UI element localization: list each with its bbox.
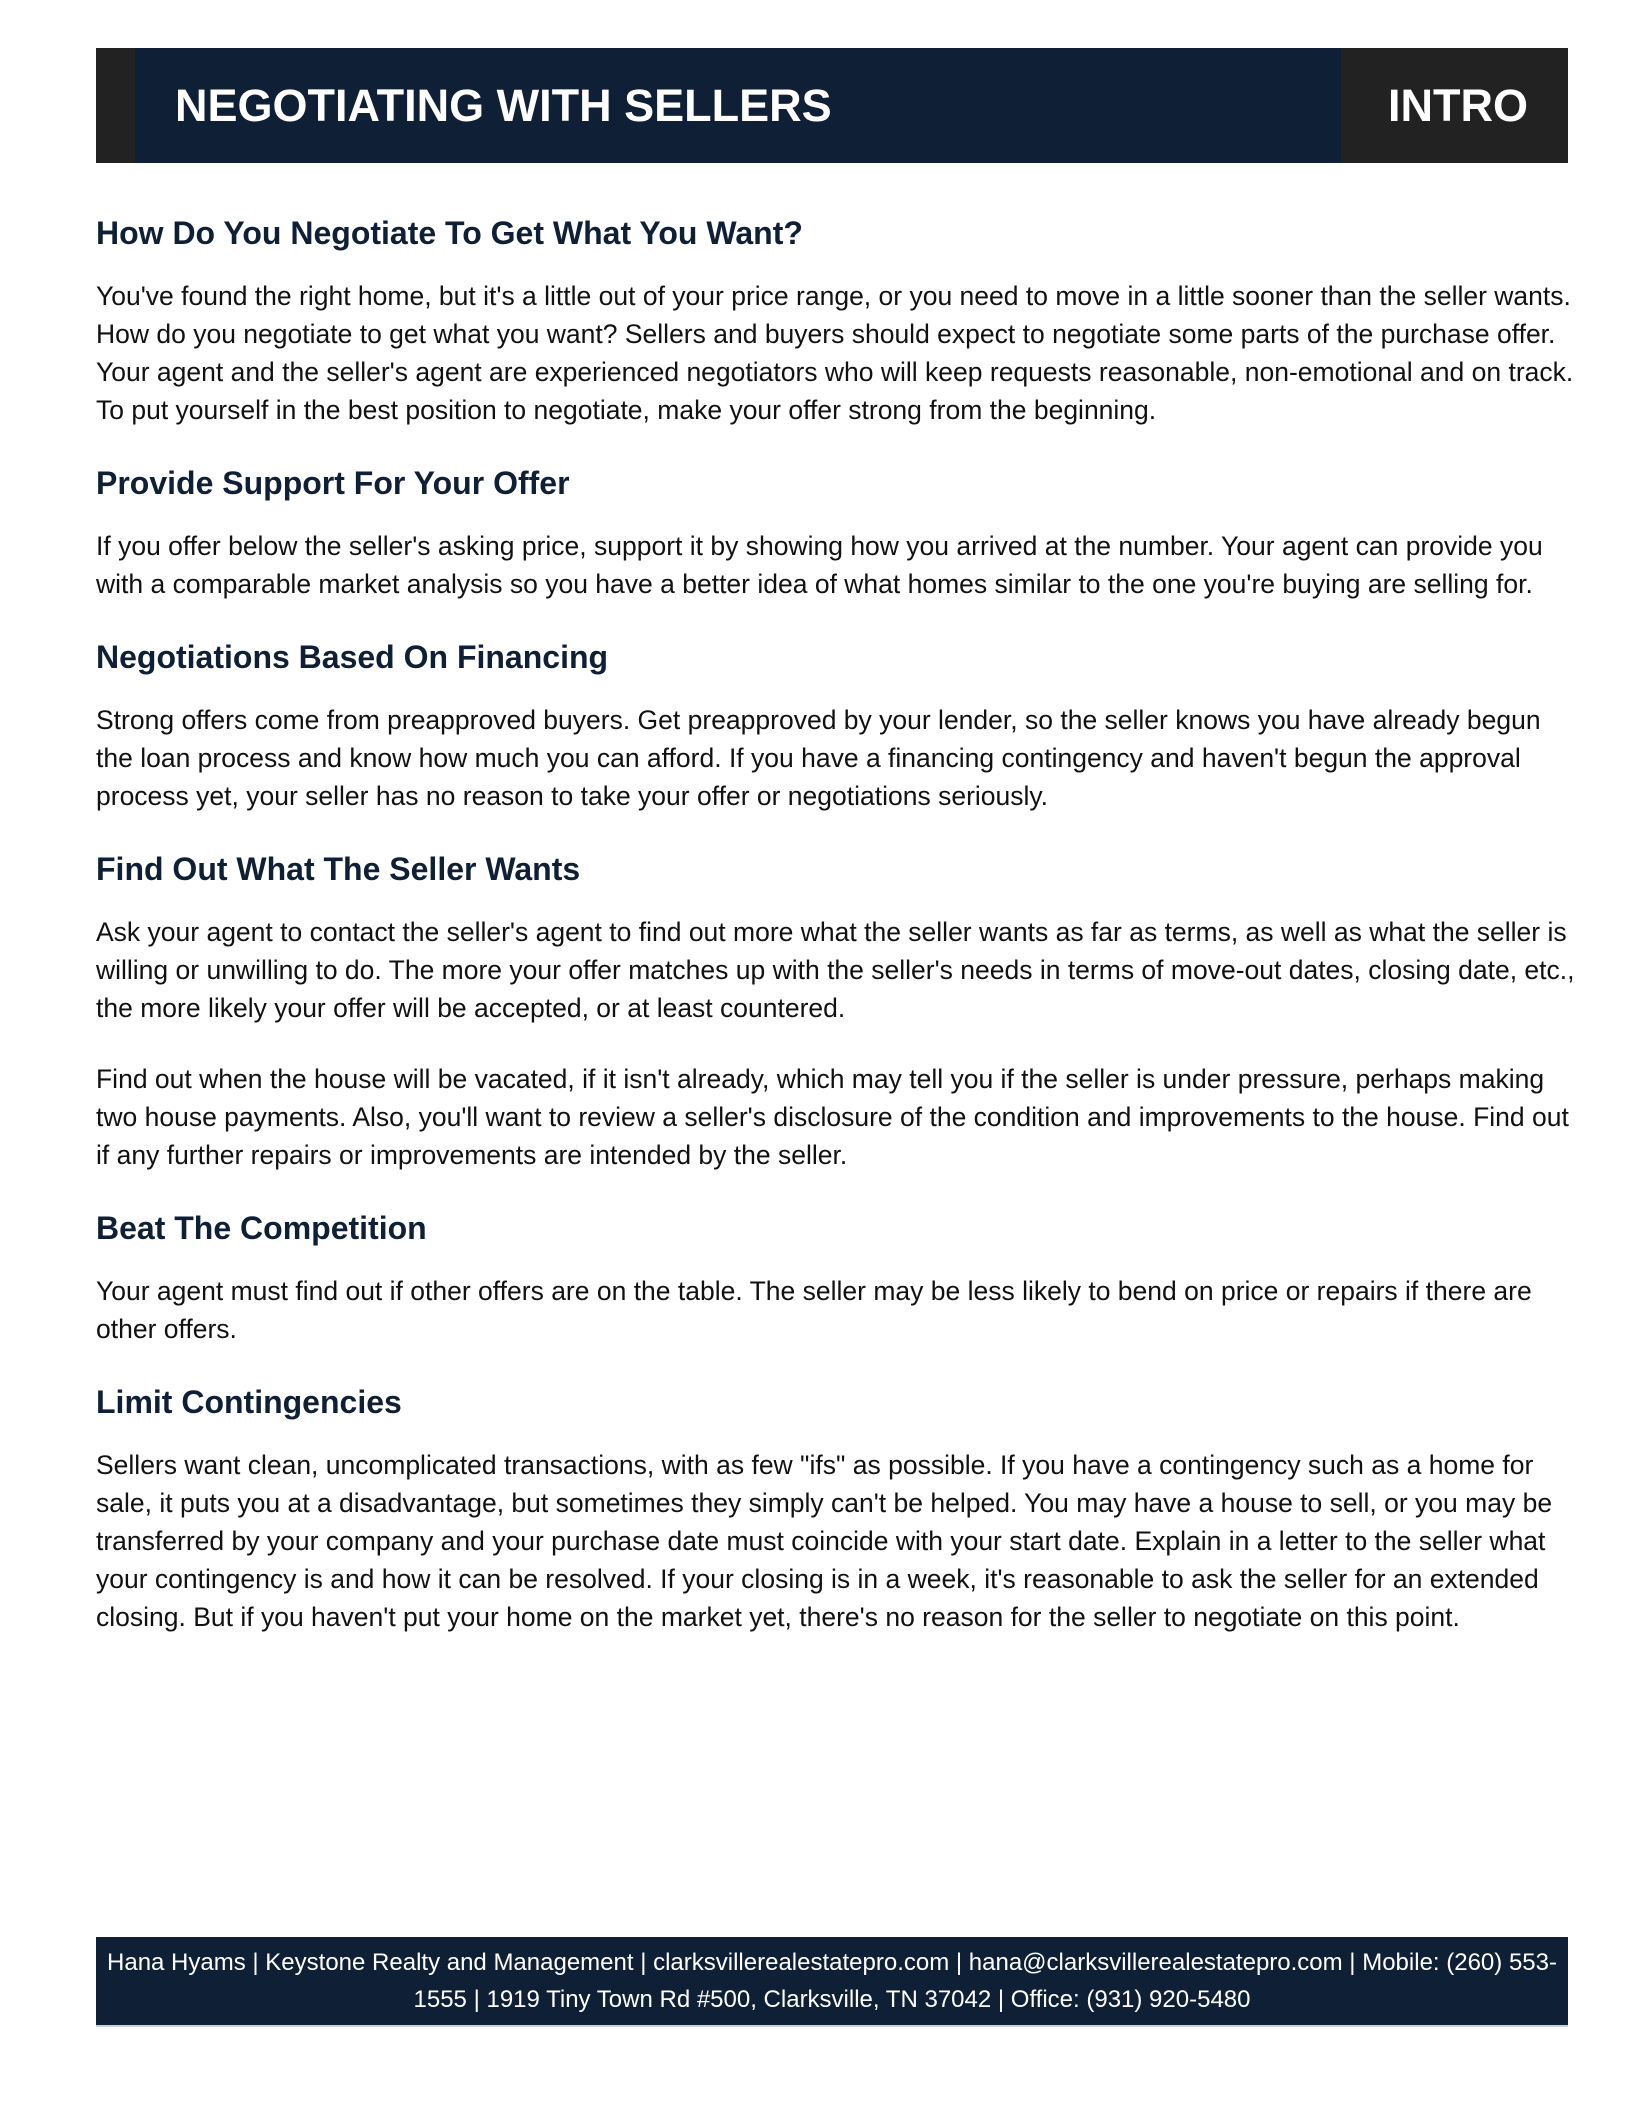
paragraph: You've found the right home, but it's a little out of your price range, or you need to move in a little sooner than the seller wants. How do you negotiate to get what you want? Sellers and buyers should expect to negotiate some parts of the purchase offer. Your agent and the seller's agent are experienced negotiators who will keep requests reasonable, non-emotional and on track. To put yourself in the best position to negotiate, make your offer strong from the beginning. (96, 281, 1574, 425)
section-tag: INTRO (1341, 48, 1568, 163)
section-heading: Limit Contingencies (96, 1384, 402, 1420)
section-heading: Negotiations Based On Financing (96, 639, 609, 675)
footer-contact-info: Hana Hyams | Keystone Realty and Management | clarksvillerealestatepro.com | hana@clarksvillerealestatepro.com | Mobile: (260) 553-1555 | 1919 Tiny Town Rd #500, Clarksville, TN 37042 | Office: (931) 920-5480 (107, 1949, 1557, 2013)
section-heading: How Do You Negotiate To Get What You Want? (96, 215, 803, 251)
article-content (96, 213, 1576, 1636)
paragraph: Your agent must find out if other offers are on the table. The seller may be less likely to bend on price or repairs if there are other offers. (96, 1276, 1532, 1344)
paragraph: If you offer below the seller's asking price, support it by showing how you arrived at the number. Your agent can provide you with a comparable market analysis so you have a better idea of what homes similar to the one you're buying are selling for. (96, 531, 1543, 599)
page-title: NEGOTIATING WITH SELLERS (175, 80, 832, 131)
section-heading: Find Out What The Seller Wants (96, 851, 581, 887)
section-heading: Provide Support For Your Offer (96, 465, 570, 501)
paragraph: Sellers want clean, uncomplicated transactions, with as few "ifs" as possible. If you have a contingency such as a home for sale, it puts you at a disadvantage, but sometimes they simply can't be helped. You may have a house to sell, or you may be transferred by your company and your purchase date must coincide with your start date. Explain in a letter to the seller what your contingency is and how it can be resolved. If your closing is in a week, it's reasonable to ask the seller for an extended closing. But if you haven't put your home on the market yet, there's no reason for the seller to negotiate on this point. (96, 1450, 1553, 1632)
paragraph: Ask your agent to contact the seller's agent to find out more what the seller wants as far as terms, as well as what the seller is willing or unwilling to do. The more your offer matches up with the seller's needs in terms of move-out dates, closing date, etc., the more likely your offer will be accepted, or at least countered. (96, 917, 1575, 1023)
paragraph: Strong offers come from preapproved buyers. Get preapproved by your lender, so the seller knows you have already begun the loan process and know how much you can afford. If you have a financing contingency and haven't begun the approval process yet, your seller has no reason to take your offer or negotiations seriously. (96, 705, 1541, 811)
header-accent-strip (96, 48, 135, 163)
page-footer (96, 1937, 1568, 2027)
page-header (96, 48, 1568, 163)
paragraph: Find out when the house will be vacated, if it isn't already, which may tell you if the seller is under pressure, perhaps making two house payments. Also, you'll want to review a seller's disclosure of the condition and improvements to the house. Find out if any further repairs or improvements are intended by the seller. (96, 1064, 1569, 1170)
section-heading: Beat The Competition (96, 1210, 427, 1246)
